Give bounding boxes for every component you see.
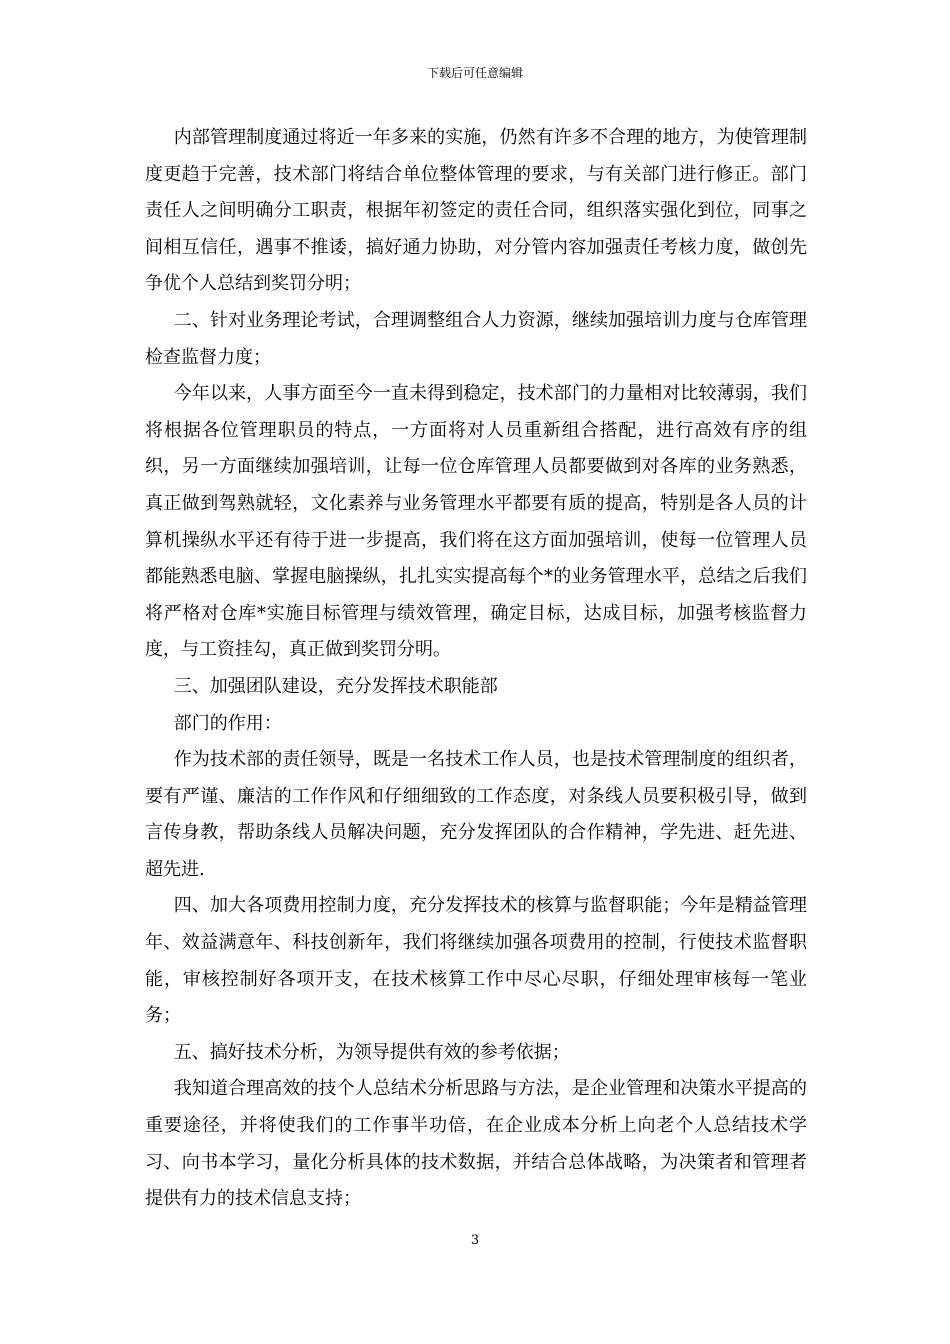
paragraph-management-system: 内部管理制度通过将近一年多来的实施，仍然有许多不合理的地方，为使管理制度更趋于完善，技术部门将结合单位整体管理的要求，与有关部门进行修正。部门责任人之间明确分工职责，根据年初签定的责任合同，组织落实强化到位，同事之间相互信任，遇事不推诿，搞好通力协助，对分管内容加强责任考核力度，做创先争优个人总结到奖罚分明；: [145, 127, 807, 295]
paragraph-heading-3: 三、加强团队建设，充分发挥技术职能部: [173, 675, 498, 697]
paragraph-personnel: 今年以来，人事方面至今一直未得到稳定，技术部门的力量相对比较薄弱，我们将根据各位管理职员的特点，一方面将对人员重新组合搭配，进行高效有序的组织，另一方面继续加强培训，让每一位仓库管理人员都要做到对各库的业务熟悉，真正做到驾熟就轻，文化素养与业务管理水平都要有质的提高，特别是各人员的计算机操纵水平还有待于进一步提高，我们将在这方面加强培训，使每一位管理人员都能熟悉电脑、掌握电脑操纵，扎扎实实提高每个*的业务管理水平，总结之后我们将严格对仓库*实施目标管理与绩效管理，确定目标，达成目标，加强考核监督力度，与工资挂勾，真正做到奖罚分明。: [145, 383, 807, 661]
paragraph-heading-2: 二、针对业务理论考试，合理调整组合人力资源，继续加强培训力度与仓库管理检查监督力度；: [145, 309, 807, 368]
paragraph-heading-5: 五、搞好技术分析，为领导提供有效的参考依据；: [173, 1041, 570, 1063]
paragraph-heading-4: 四、加大各项费用控制力度，充分发挥技术的核算与监督职能；今年是精益管理年、效益满意年、科技创新年，我们将继续加强各项费用的控制，行使技术监督职能，审核控制好各项开支，在技术核算工作中尽心尽职，仔细处理审核每一笔业务；: [145, 895, 807, 1027]
page-header: 下载后可任意编辑: [426, 66, 523, 80]
paragraph-department-role: 部门的作用：: [173, 712, 282, 734]
paragraph-analysis: 我知道合理高效的技个人总结术分析思路与方法，是企业管理和决策水平提高的重要途径，并将使我们的工作事半功倍，在企业成本分析上向老个人总结技术学习、向书本学习，量化分析具体的技术数据，并结合总体战略，为决策者和管理者提供有力的技术信息支持；: [145, 1078, 807, 1210]
document-body: [145, 120, 807, 1218]
page-number: 3: [470, 1233, 480, 1248]
paragraph-leadership: 作为技术部的责任领导，既是一名技术工作人员，也是技术管理制度的组织者，要有严谨、廉洁的工作作风和仔细细致的工作态度，对条线人员要积极引导，做到言传身教，帮助条线人员解决问题，充分发挥团队的合作精神，学先进、赶先进、超先进.: [145, 749, 807, 880]
